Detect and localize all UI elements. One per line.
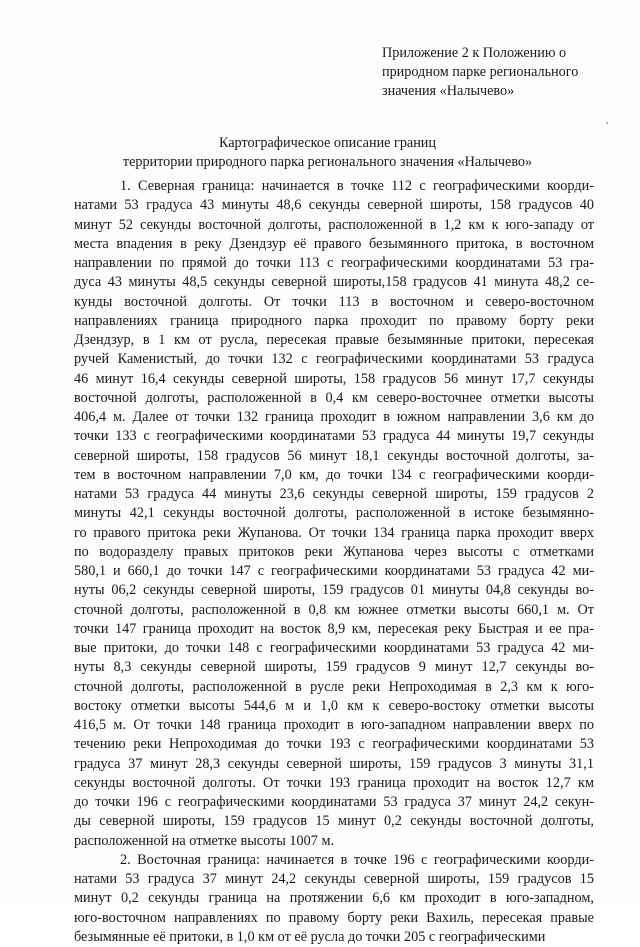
paragraph-line: кунды восточной долготы. От точки 113 в восточном и северо-восточном xyxy=(74,293,594,310)
paragraph-line: 406,4 м. Далее от точки 132 граница проходит в южном направлении 3,6 км до xyxy=(74,409,594,425)
paragraph-line: натами 53 градуса 37 минут 24,2 секунды северной широты, 159 градусов 15 xyxy=(74,871,594,887)
paragraph-line: безымянные её притоки, в 1,0 км от её русла до точки 205 с географическими xyxy=(74,928,546,945)
paragraph-line: минут 52 секунды восточной долготы, расположенной в 1,2 км к юго-западу от xyxy=(74,216,594,233)
paragraph-line: точки 133 с географическими координатами 53 градуса 44 минуты 19,7 секунды xyxy=(74,428,594,445)
paragraph-line: места впадения в реку Дзендзур её правого безымянного притока, в восточном xyxy=(74,235,594,252)
paragraph-line: натами 53 градуса 44 минуты 23,6 секунды северной широты, 159 градусов 2 xyxy=(74,486,594,502)
appendix-reference xyxy=(382,44,622,101)
paragraph-line: натами 53 градуса 43 минуты 48,6 секунды северной широты, 158 градусов 40 xyxy=(74,197,594,214)
paragraph-line: сточной долготы, расположенной в 0,8 км южнее отметки высоты 660,1 м. От xyxy=(74,601,594,618)
paragraph-line: направлении по прямой до точки 113 с географическими координатами 53 гра- xyxy=(74,255,594,271)
paragraph-line: направлениях граница природного парка проходит по правому борту реки xyxy=(74,312,594,329)
paragraph xyxy=(74,851,594,947)
paragraph-line: 580,1 и 660,1 до точки 147 с географическими координатами 53 градуса 42 ми- xyxy=(74,563,594,579)
paragraph-line: восточной долготы, расположенной в 0,4 км северо-восточнее отметки высоты xyxy=(74,389,594,406)
paragraph-line: до точки 196 с географическими координатами 53 градуса 37 минут 24,2 секун- xyxy=(74,794,594,810)
paragraph-line: тем в восточном направлении 7,0 км, до точки 134 с географическими коорди- xyxy=(74,466,594,483)
paragraph-line: минут 0,2 секунды граница на протяжении 6,6 км проходит в юго-западном, xyxy=(74,890,594,907)
paragraph-line: ручей Каменистый, до точки 132 с географическими координатами 53 градуса xyxy=(74,351,594,368)
paragraph-line: нуты 06,2 секунды северной широты, 159 градусов 01 минуты 04,8 секунды во- xyxy=(74,582,594,599)
paragraph-line: по водоразделу правых притоков реки Жупанова через высоты с отметками xyxy=(74,543,594,560)
paragraph-line: вые притоки, до точки 148 с географическими координатами 53 градуса 42 ми- xyxy=(74,640,594,656)
paragraph-line: 2. Восточная граница: начинается в точке 196 с географическими коорди- xyxy=(120,851,594,868)
title-line: территории природного парка регионального значения «Налычево» xyxy=(122,154,533,170)
paragraph-line: дуса 43 минуты 48,5 секунды северной широты,158 градусов 41 минута 48,2 се- xyxy=(74,274,594,291)
paragraph-line: ды северной широты, 159 градусов 15 минут 0,2 секунды восточной долготы, xyxy=(74,813,594,830)
appendix-line: природном парке регионального xyxy=(382,64,579,80)
paragraph-line: секунды восточной долготы. От точки 193 граница проходит на восток 12,7 км xyxy=(74,774,594,791)
paragraph-line: градуса 37 минут 28,3 секунды северной широты, 159 градусов 3 минуты 31,1 xyxy=(74,755,594,772)
title-line: Картографическое описание границ xyxy=(218,135,436,151)
paragraph-line: востоку отметки высоты 544,6 м и 1,0 км к северо-востоку отметки высоты xyxy=(74,697,594,714)
paragraph xyxy=(74,177,594,851)
paragraph-line: нуты 8,3 секунды северной широты, 159 градусов 9 минут 12,7 секунды во- xyxy=(74,659,594,676)
paragraph-line: Дзендзур, в 1 км от русла, пересекая правые безымянные притоки, пересекая xyxy=(74,332,594,348)
paragraph-line: точки 147 граница проходит на восток 8,9 км, пересекая реку Быстрая и ее пра- xyxy=(74,620,594,637)
paragraph-line: 1. Северная граница: начинается в точке 112 с географическими коорди- xyxy=(120,178,594,194)
paragraph-line: сточной долготы, расположенной в русле реки Непроходимая в 2,3 км к юго- xyxy=(74,678,594,695)
paragraph-line: 46 минут 16,4 секунды северной широты, 158 градусов 56 минут 17,7 секунды xyxy=(74,370,594,387)
appendix-line: значения «Налычево» xyxy=(382,83,515,99)
paragraph-line: расположенной на отметке высоты 1007 м. xyxy=(74,832,335,849)
appendix-line: Приложение 2 к Положению о xyxy=(382,45,567,61)
paragraph-line: юго-восточном направлениях по правому борту реки Вахиль, пересекая правые xyxy=(74,909,594,926)
paragraph-line: минуты 42,1 секунды восточной долготы, расположенной в истоке безымянно- xyxy=(74,505,594,522)
document-title xyxy=(40,134,615,172)
paragraph-line: течению реки Непроходимая до точки 193 с географическими координатами 53 xyxy=(74,736,594,753)
paragraph-line: 416,5 м. От точки 148 граница проходит в юго-западном направлении вверх по xyxy=(74,717,594,733)
scan-speck xyxy=(606,122,608,124)
paragraph-line: го правого притока реки Жупанова. От точки 134 граница парка проходит вверх xyxy=(74,524,594,541)
paragraph-line: северной широты, 158 градусов 56 минут 18,1 секунды восточной долготы, за- xyxy=(74,447,594,464)
document-body xyxy=(74,177,594,947)
